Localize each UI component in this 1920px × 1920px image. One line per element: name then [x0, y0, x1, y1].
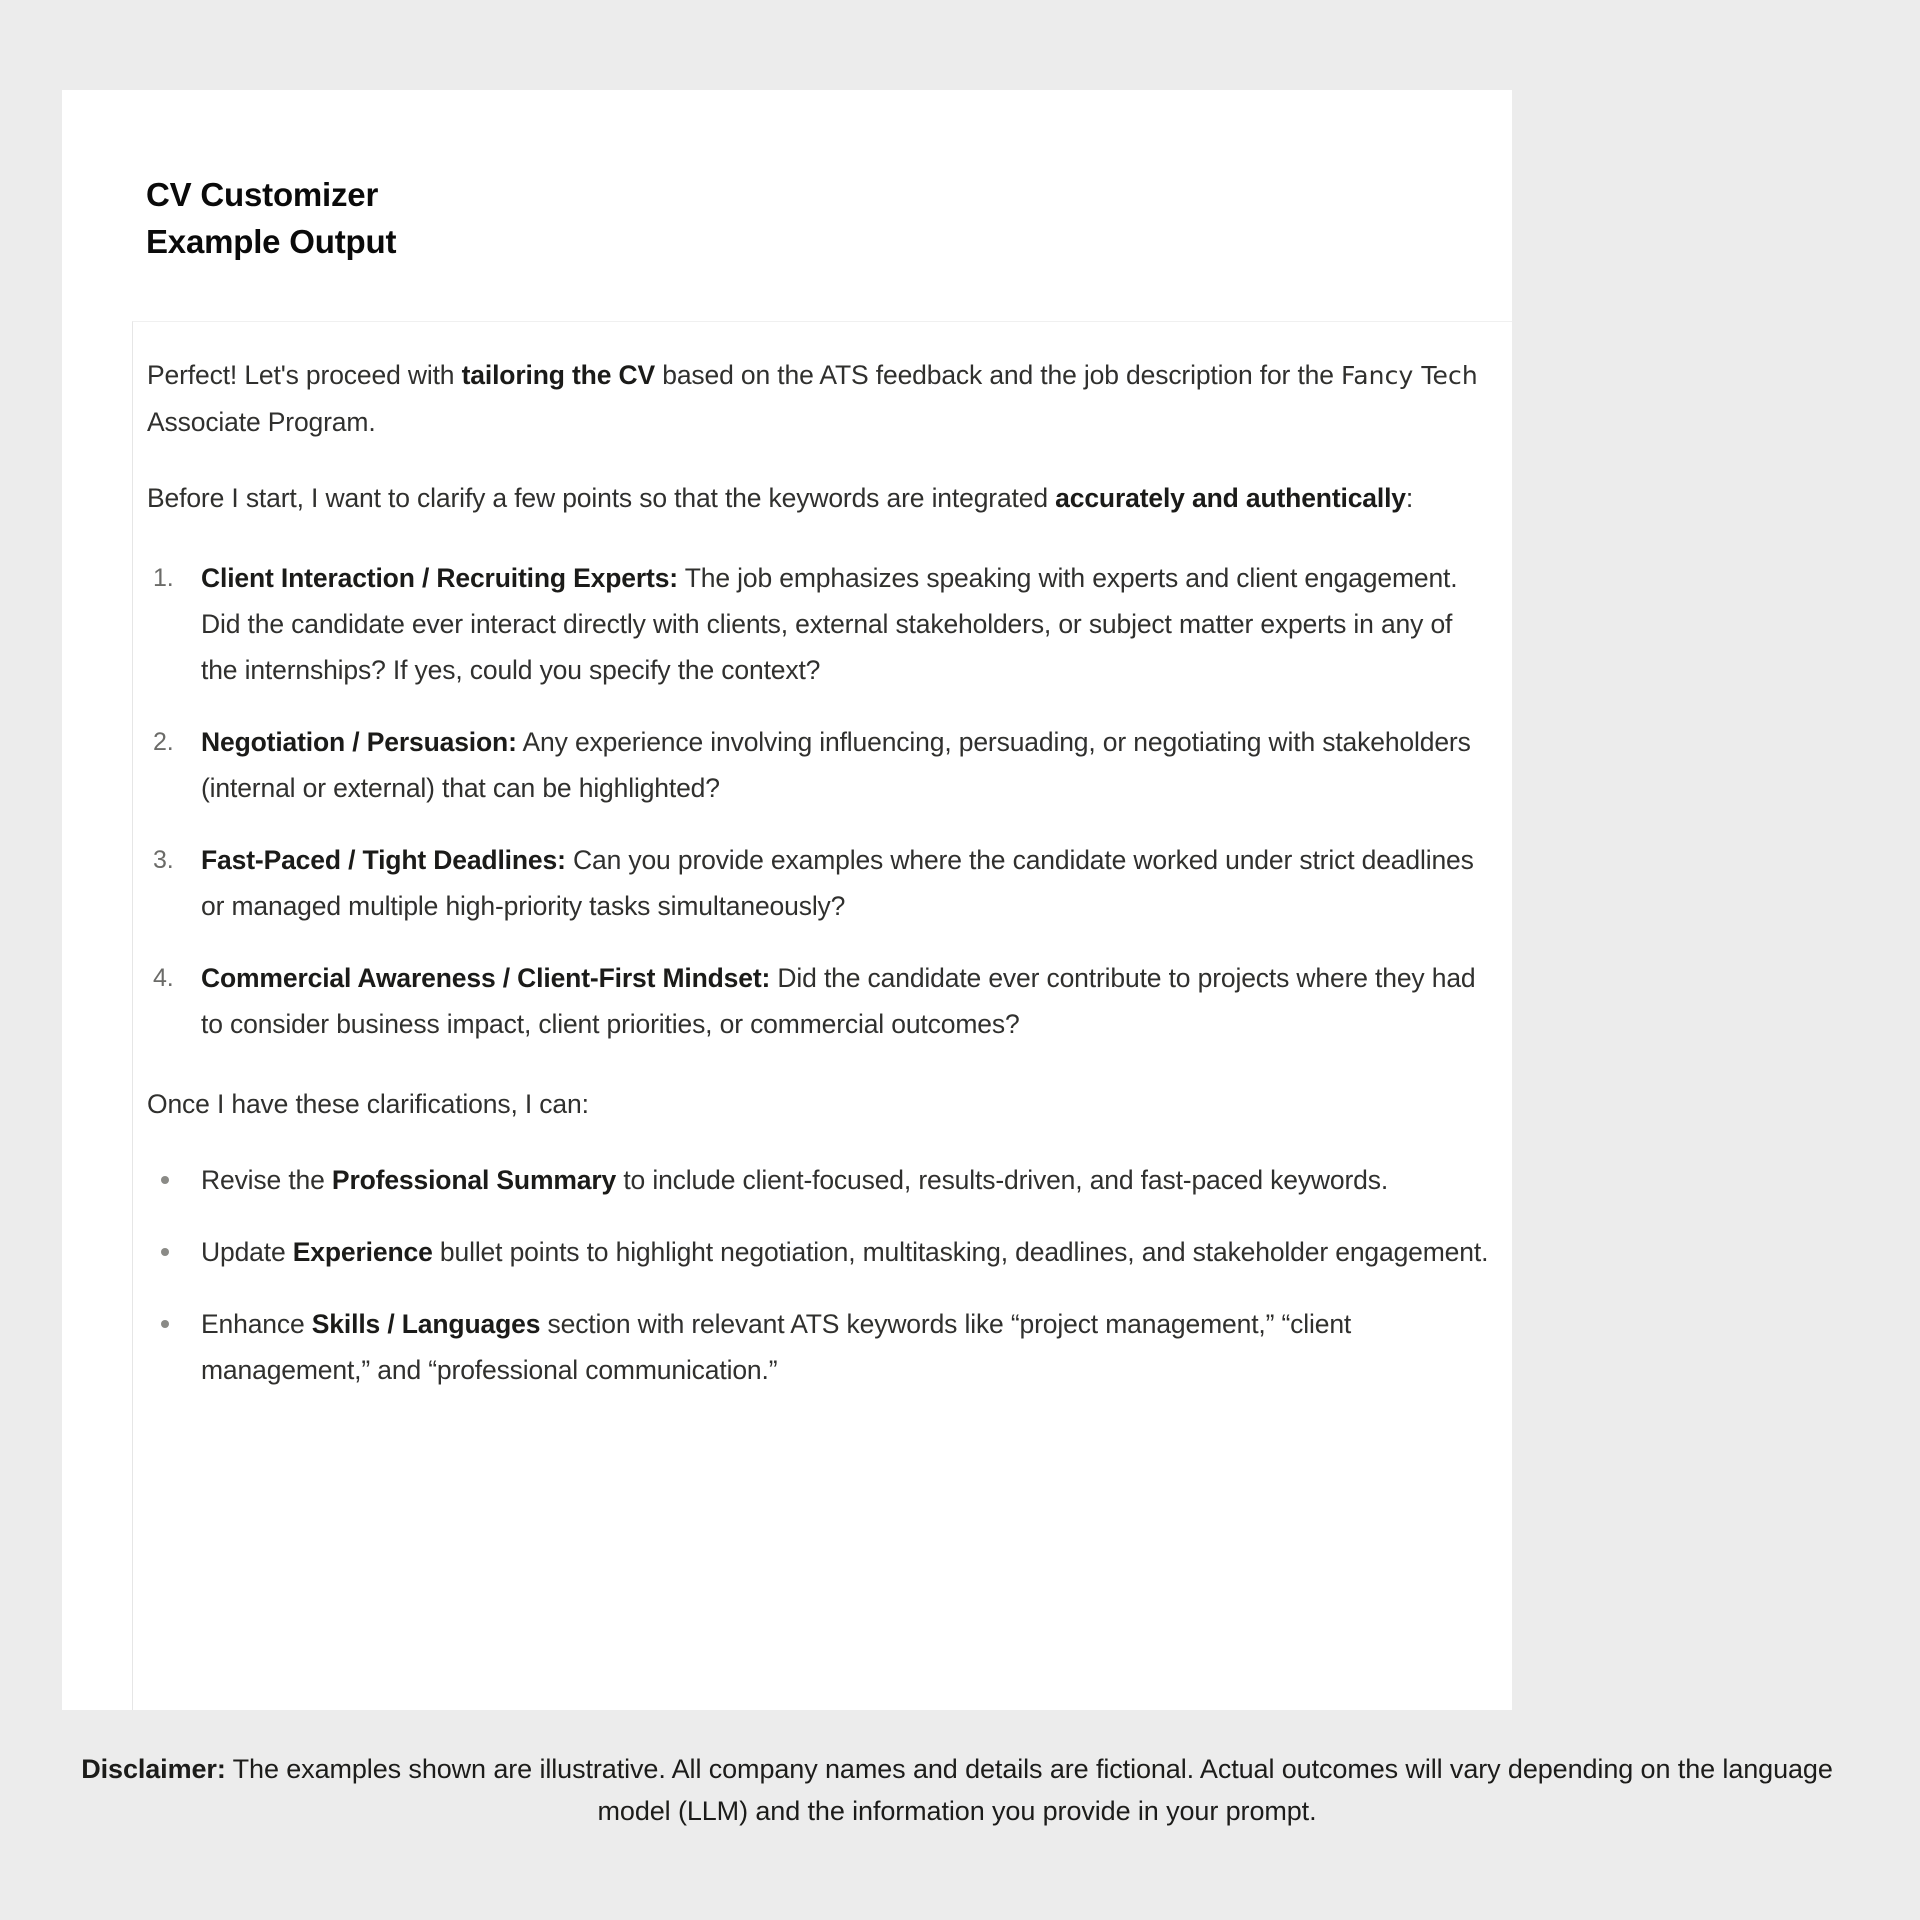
- disclaimer-text: The examples shown are illustrative. All company names and details are fictional. Actual outcomes will vary depending on the language model (LLM) and the information you provide in your prompt.: [225, 1754, 1833, 1826]
- once-i-have-clarifications-line: Once I have these clarifications, I can:: [147, 1089, 589, 1119]
- list-item-text: Did the candidate ever contribute to projects where they had to consider business impact, client priorities, or commercial outcomes?: [201, 963, 1476, 1039]
- bullet-dot-icon: [161, 1320, 169, 1328]
- bullet-bold: Skills / Languages: [311, 1309, 541, 1339]
- intro-tail: Associate Program.: [147, 407, 376, 437]
- list-item: [147, 1301, 1492, 1393]
- list-item: [147, 1157, 1492, 1203]
- clarify-bold: accurately and authentically: [1055, 483, 1406, 513]
- intro-before-bold: Perfect! Let's proceed with: [147, 360, 462, 390]
- bullet-after-bold: to include client-focused, results-driven, and fast-paced keywords.: [616, 1165, 1389, 1195]
- list-item-text: Any experience involving influencing, persuading, or negotiating with stakeholders (internal or external) that can be highlighted?: [201, 727, 1471, 803]
- clarify-paragraph: [147, 475, 1492, 521]
- card-title-line-2: Example Output: [146, 222, 397, 260]
- list-item-text: The job emphasizes speaking with experts and client engagement. Did the candidate ever interact directly with clients, external stakeholders, or subject matter experts in any of the internships? If yes, could you specify the context?: [201, 563, 1458, 685]
- bullet-before-bold: Revise the: [201, 1165, 332, 1195]
- list-item: [147, 1229, 1492, 1275]
- list-item-number: 3.: [153, 846, 174, 874]
- bullet-bold: Experience: [292, 1237, 433, 1267]
- list-item: [147, 719, 1492, 811]
- list-item-label: Client Interaction / Recruiting Experts:: [201, 563, 678, 593]
- list-item-number: 1.: [153, 564, 174, 592]
- list-item: [147, 837, 1492, 929]
- disclaimer-label: Disclaimer:: [81, 1754, 226, 1784]
- list-item-label: Negotiation / Persuasion:: [201, 727, 517, 757]
- list-item-label: Fast-Paced / Tight Deadlines:: [201, 845, 566, 875]
- example-output-card: [62, 90, 1512, 1710]
- list-item-number: 4.: [153, 964, 174, 992]
- list-item-label: Commercial Awareness / Client-First Mindset:: [201, 963, 771, 993]
- list-item: [147, 955, 1492, 1047]
- card-title-line-1: CV Customizer: [146, 176, 379, 213]
- clarification-questions-list: [147, 555, 1492, 1047]
- bullet-after-bold: section with relevant ATS keywords like “project management,” “client management,” and “professional communication.”: [201, 1309, 1352, 1385]
- list-item: [147, 555, 1492, 693]
- clarify-before-bold: Before I start, I want to clarify a few points so that the keywords are integrated: [147, 483, 1056, 513]
- page-title: [146, 172, 1146, 266]
- intro-paragraph: [147, 352, 1492, 445]
- list-item-number: 2.: [153, 728, 174, 756]
- bullet-bold: Professional Summary: [331, 1165, 617, 1195]
- bullet-before-bold: Enhance: [201, 1309, 312, 1339]
- intro-bold: tailoring the CV: [461, 360, 656, 390]
- bullet-dot-icon: [161, 1176, 169, 1184]
- bullet-after-bold: bullet points to highlight negotiation, multitasking, deadlines, and stakeholder engagement.: [432, 1237, 1489, 1267]
- chat-transcript-body: [147, 352, 1512, 1419]
- clarify-after-bold: :: [1405, 483, 1414, 513]
- intro-after-bold: based on the ATS feedback and the job description for the: [655, 360, 1342, 390]
- bullet-dot-icon: [161, 1248, 169, 1256]
- list-item-text: Can you provide examples where the candidate worked under strict deadlines or managed multiple high-priority tasks simultaneously?: [201, 845, 1474, 921]
- chat-transcript-screenshot: [132, 321, 1512, 1710]
- disclaimer: [62, 1748, 1852, 1832]
- company-name-redacted: Fancy Tech: [1341, 361, 1478, 390]
- bullet-before-bold: Update: [201, 1237, 293, 1267]
- planned-actions-list: [147, 1157, 1492, 1393]
